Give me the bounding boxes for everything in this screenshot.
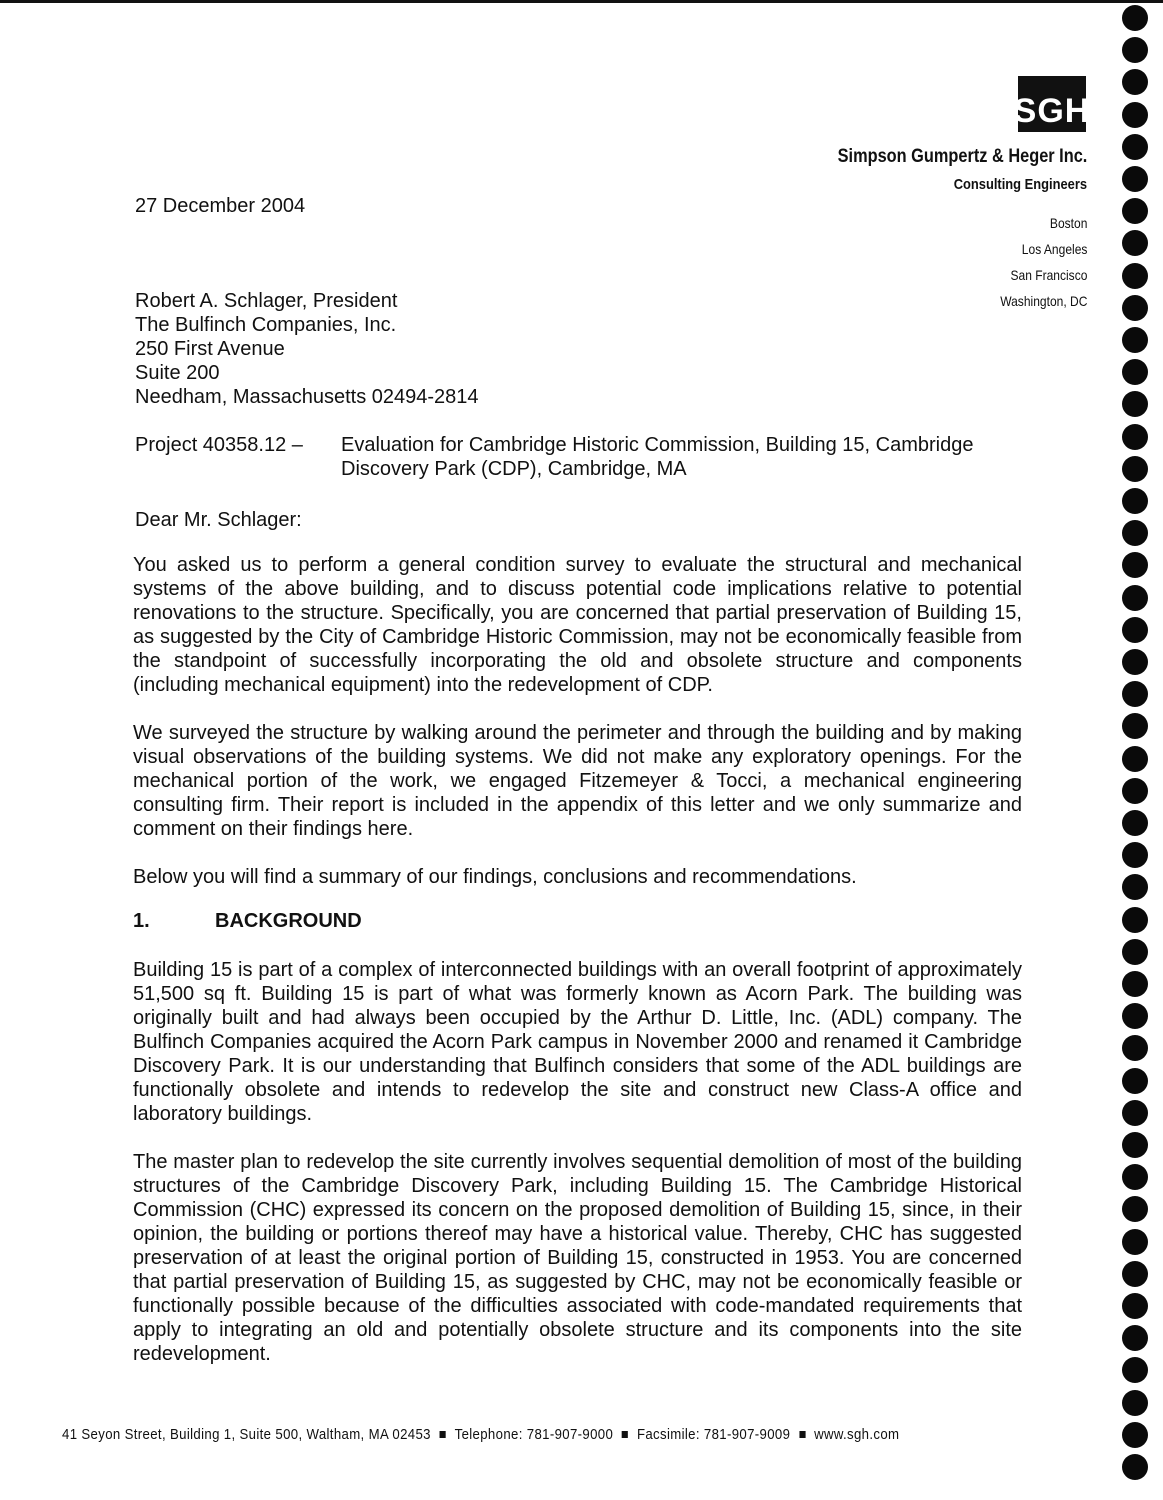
letterhead-footer bbox=[62, 1426, 899, 1443]
binding-hole bbox=[1122, 713, 1148, 739]
section-heading bbox=[133, 910, 362, 933]
project-number: Project 40358.12 – bbox=[135, 434, 303, 456]
binding-hole bbox=[1122, 1454, 1148, 1480]
binding-hole bbox=[1122, 327, 1148, 353]
binding-hole bbox=[1122, 1068, 1148, 1094]
section-number: 1. bbox=[133, 910, 150, 932]
company-tagline: Consulting Engineers bbox=[953, 176, 1087, 193]
binding-hole bbox=[1122, 69, 1148, 95]
body-paragraph: We surveyed the structure by walking around the perimeter and through the building and by making visual observations of the building systems. We did not make any exploratory openings. For the mechanical portion of the work, we engaged Fitzemeyer & Tocci, a mechanical engineering consulting firm. Their report is included in the appendix of this letter and we only summarize and comment on their findings here. bbox=[133, 722, 1022, 840]
binding-hole bbox=[1122, 391, 1148, 417]
salutation: Dear Mr. Schlager: bbox=[135, 509, 302, 531]
binding-hole bbox=[1122, 552, 1148, 578]
binding-hole bbox=[1122, 198, 1148, 224]
binding-hole bbox=[1122, 810, 1148, 836]
project-subject: Evaluation for Cambridge Historic Commission, Building 15, Cambridge Discovery Park (CDP), Cambridge, MA bbox=[341, 434, 974, 480]
binding-hole bbox=[1122, 134, 1148, 160]
binding-hole bbox=[1122, 102, 1148, 128]
office-locations bbox=[986, 210, 1087, 314]
footer-facsimile: Facsimile: 781-907-9009 bbox=[636, 1426, 791, 1443]
separator-square-icon bbox=[799, 1431, 805, 1438]
binding-hole bbox=[1122, 617, 1148, 643]
office-location: Boston bbox=[1049, 215, 1087, 231]
body-paragraph: Below you will find a summary of our findings, conclusions and recommendations. bbox=[133, 866, 857, 888]
binding-hole bbox=[1122, 359, 1148, 385]
binding-hole bbox=[1122, 520, 1148, 546]
binding-hole bbox=[1122, 681, 1148, 707]
binding-hole bbox=[1122, 971, 1148, 997]
body-paragraph: Building 15 is part of a complex of interconnected buildings with an overall footprint of approximately 51,500 sq ft. Building 15 is part of what was formerly known as Acorn Park. The building was originally built and had always been occupied by the Arthur D. Little, Inc. (ADL) company. The Bulfinch Companies acquired the Acorn Park campus in November 2000 and renamed it Cambridge Discovery Park. It is our understanding that Bulfinch considers that some of the ADL buildings are functionally obsolete and intends to redevelop the site and construct new Class-A office and laboratory buildings. bbox=[133, 959, 1022, 1125]
office-location: Washington, DC bbox=[999, 293, 1087, 309]
sgh-logo bbox=[1013, 76, 1091, 132]
binding-hole bbox=[1122, 907, 1148, 933]
binding-hole bbox=[1122, 1196, 1148, 1222]
company-name: Simpson Gumpertz & Heger Inc. bbox=[837, 146, 1087, 167]
binding-hole bbox=[1122, 1293, 1148, 1319]
binding-hole bbox=[1122, 230, 1148, 256]
office-location: Los Angeles bbox=[1021, 241, 1087, 257]
section-title: BACKGROUND bbox=[215, 910, 362, 932]
logo-text: SGH bbox=[1013, 92, 1091, 130]
recipient-address bbox=[135, 289, 479, 409]
binding-hole bbox=[1122, 746, 1148, 772]
separator-square-icon bbox=[440, 1431, 446, 1438]
binding-hole bbox=[1122, 1164, 1148, 1190]
binding-hole bbox=[1122, 1422, 1148, 1448]
letter-date: 27 December 2004 bbox=[135, 195, 306, 217]
binding-hole bbox=[1122, 1100, 1148, 1126]
binding-hole bbox=[1122, 1003, 1148, 1029]
address-line: 250 First Avenue bbox=[135, 338, 285, 360]
binding-hole bbox=[1122, 778, 1148, 804]
binding-hole bbox=[1122, 1390, 1148, 1416]
body-paragraph: The master plan to redevelop the site currently involves sequential demolition of most of the building structures of the Cambridge Discovery Park, including Building 15. The Cambridge Historical Commission (CHC) expressed its concern on the proposed demolition of Building 15, since, in their opinion, the building or portions thereof may have a historical value. Thereby, CHC has suggested preservation of at least the original portion of Building 15, constructed in 1953. You are concerned that partial preservation of Building 15, as suggested by CHC, may not be economically feasible or functionally possible because of the difficulties associated with code-mandated requirements that apply to integrating an old and potentially obsolete structure and its components into the site redevelopment. bbox=[133, 1151, 1022, 1365]
binding-hole bbox=[1122, 842, 1148, 868]
binding-hole bbox=[1122, 295, 1148, 321]
footer-website: www.sgh.com bbox=[814, 1426, 900, 1443]
page-top-edge bbox=[0, 0, 1163, 3]
binding-hole bbox=[1122, 1229, 1148, 1255]
binding-hole bbox=[1122, 1035, 1148, 1061]
binding-hole bbox=[1122, 263, 1148, 289]
address-line: Needham, Massachusetts 02494-2814 bbox=[135, 386, 479, 408]
binding-hole bbox=[1122, 166, 1148, 192]
address-line: The Bulfinch Companies, Inc. bbox=[135, 314, 397, 336]
footer-telephone: Telephone: 781-907-9000 bbox=[454, 1426, 614, 1443]
office-location: San Francisco bbox=[1010, 267, 1087, 283]
footer-address: 41 Seyon Street, Building 1, Suite 500, Waltham, MA 02453 bbox=[62, 1426, 431, 1443]
binding-hole bbox=[1122, 424, 1148, 450]
binding-hole bbox=[1122, 1132, 1148, 1158]
binding-hole bbox=[1122, 5, 1148, 31]
binding-hole bbox=[1122, 1357, 1148, 1383]
address-line: Robert A. Schlager, President bbox=[135, 290, 398, 312]
address-line: Suite 200 bbox=[135, 362, 220, 384]
binding-hole bbox=[1122, 1261, 1148, 1287]
binding-hole bbox=[1122, 37, 1148, 63]
binding-hole bbox=[1122, 1325, 1148, 1351]
separator-square-icon bbox=[622, 1431, 628, 1438]
binding-hole bbox=[1122, 649, 1148, 675]
binding-hole bbox=[1122, 874, 1148, 900]
body-paragraph: You asked us to perform a general condition survey to evaluate the structural and mechanical systems of the above building, and to discuss potential code implications relative to potential renovations to the structure. Specifically, you are concerned that partial preservation of Building 15, as suggested by the City of Cambridge Historic Commission, may not be economically feasible from the standpoint of successfully incorporating the old and obsolete structure and components (including mechanical equipment) into the redevelopment of CDP. bbox=[133, 554, 1022, 696]
binding-holes bbox=[1118, 0, 1154, 1500]
binding-hole bbox=[1122, 585, 1148, 611]
binding-hole bbox=[1122, 488, 1148, 514]
binding-hole bbox=[1122, 456, 1148, 482]
binding-hole bbox=[1122, 939, 1148, 965]
